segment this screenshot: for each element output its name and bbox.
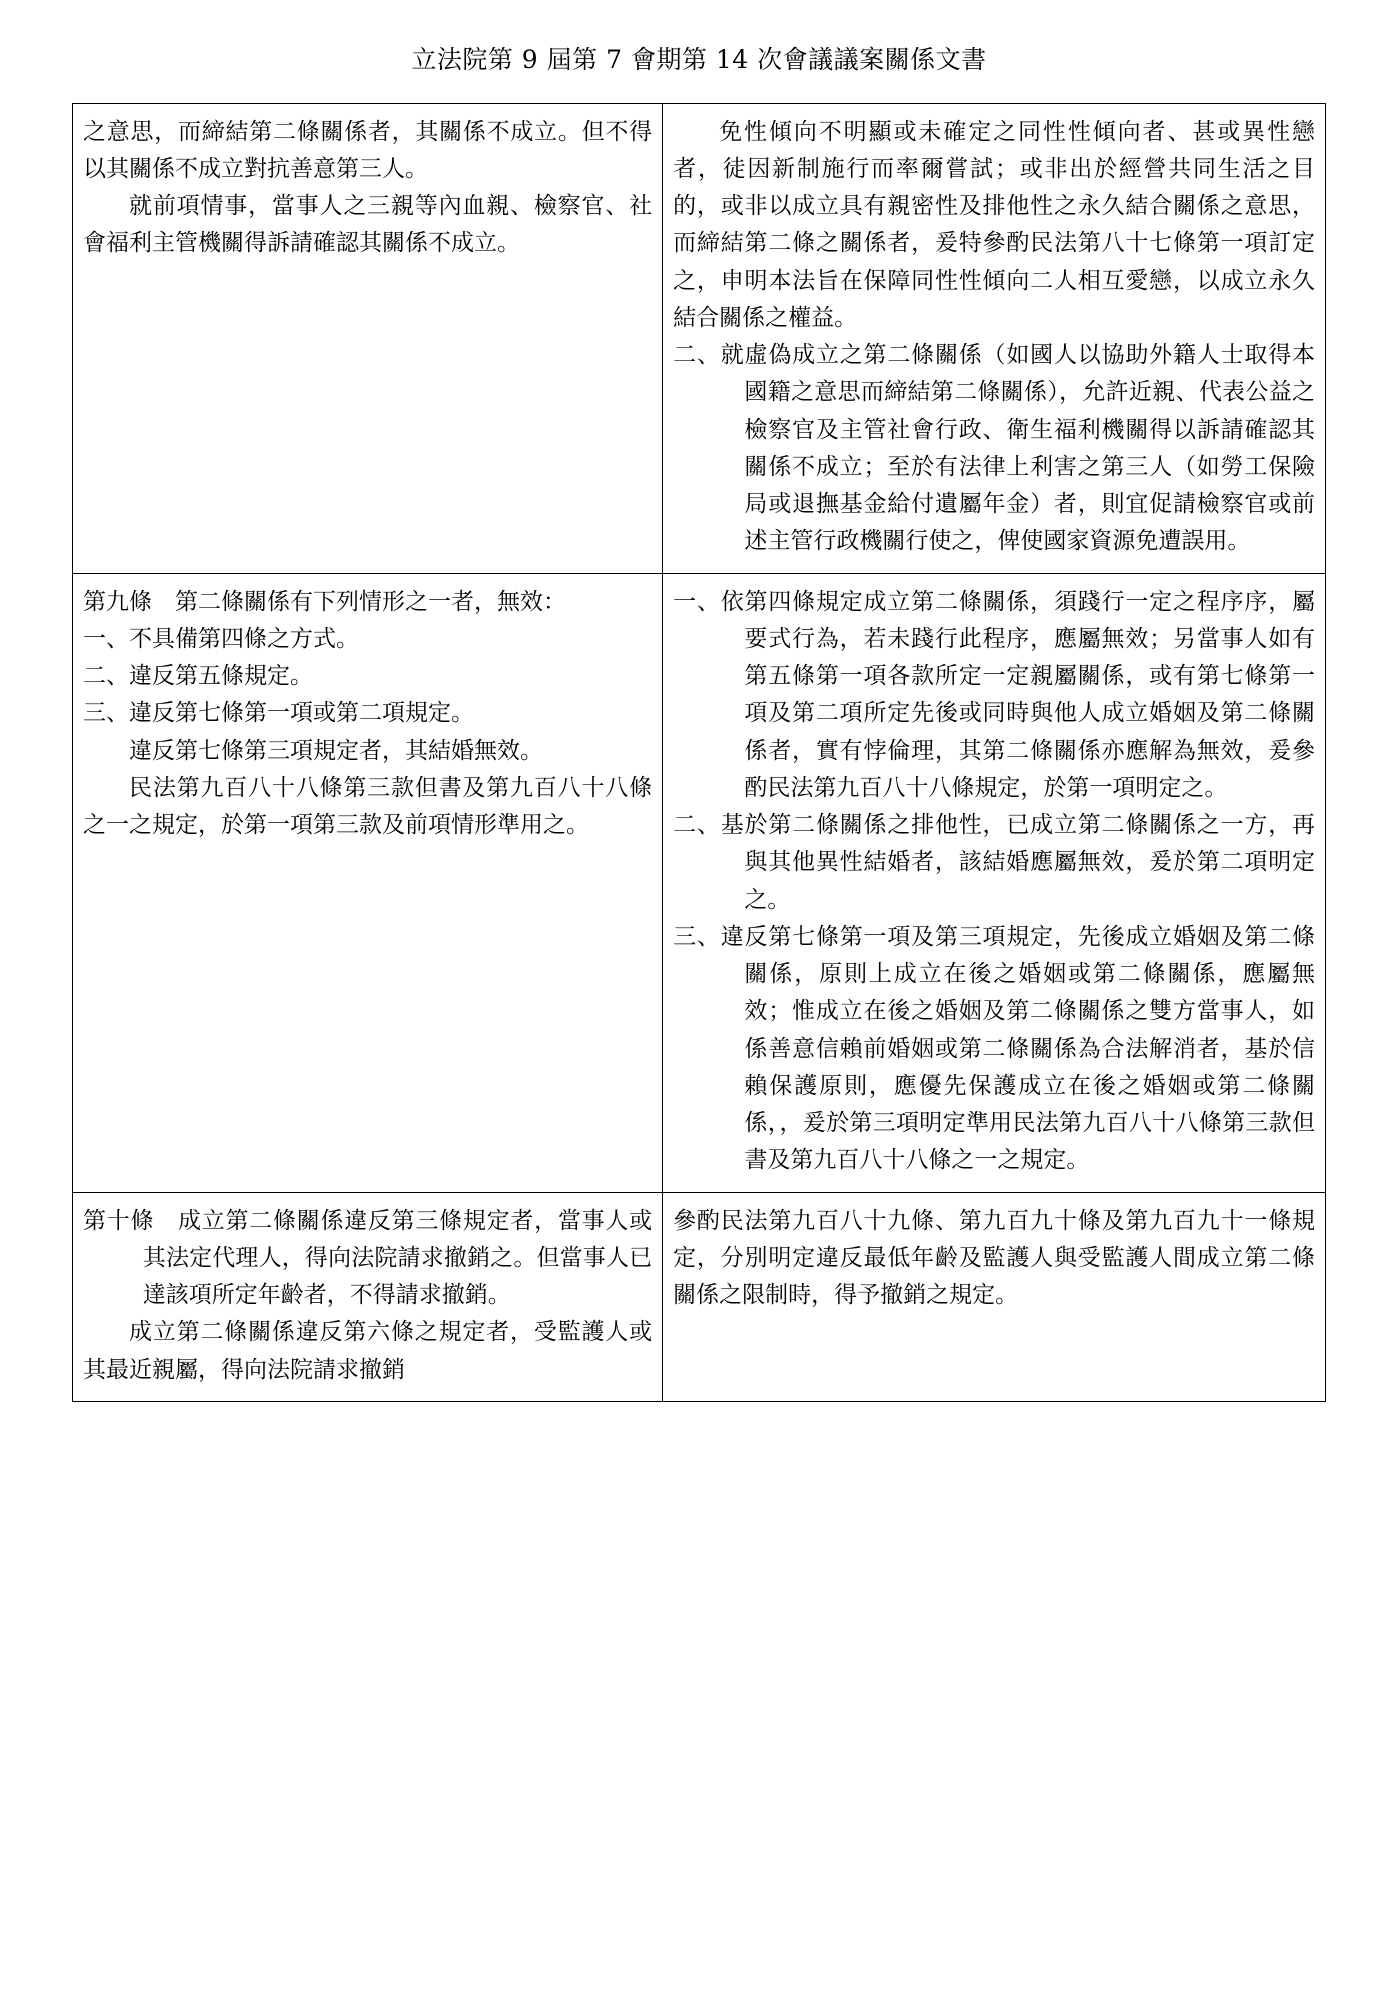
paragraph: 成立第二條關係違反第六條之規定者，受監護人或其最近親屬，得向法院請求撤銷 xyxy=(83,1319,653,1383)
explanation-cell xyxy=(663,573,1326,1192)
paragraph: 免性傾向不明顯或未確定之同性性傾向者、甚或異性戀者，徒因新制施行而率爾嘗試；或非出於經營共同生活之目的，或非以成立具有親密性及排他性之永久結合關係之意思，而締結第二條之關係者，爰特參酌民法第八十七條第一項訂定之，申明本法旨在保障同性性傾向二人相互愛戀，以成立永久結合關係之權益。 xyxy=(673,118,1315,331)
provision-cell xyxy=(73,103,663,573)
table-row xyxy=(73,1192,1326,1401)
paragraph: 民法第九百八十八條第三款但書及第九百八十八條之一之規定，於第一項第三款及前項情形準用之。 xyxy=(83,774,653,838)
paragraph: 第十條 成立第二條關係違反第三條規定者，當事人或其法定代理人，得向法院請求撤銷之。但當事人已達該項所定年齡者，不得請求撤銷。 xyxy=(83,1207,653,1308)
cell-text-block xyxy=(673,114,1315,561)
provision-cell xyxy=(73,573,663,1192)
table-row xyxy=(73,103,1326,573)
paragraph: 違反第七條第三項規定者，其結婚無效。 xyxy=(129,737,543,764)
paragraph: 二、違反第五條規定。 xyxy=(83,663,313,689)
paragraph: 第九條 第二條關係有下列情形之一者，無效： xyxy=(83,588,566,615)
explanation-cell xyxy=(663,1192,1326,1401)
paragraph: 二、基於第二條關係之排他性，已成立第二條關係之一方，再與其他異性結婚者，該結婚應屬無效，爰於第二項明定之。 xyxy=(673,812,1315,913)
page-title: 立法院第 9 屆第 7 會期第 14 次會議議案關係文書 xyxy=(411,45,987,74)
cell-text-block xyxy=(673,584,1315,1180)
paragraph: 一、不具備第四條之方式。 xyxy=(83,625,359,652)
paragraph: 參酌民法第九百八十九條、第九百九十條及第九百九十一條規定，分別明定違反最低年齡及監護人與受監護人間成立第二條關係之限制時，得予撤銷之規定。 xyxy=(673,1207,1315,1308)
table-body xyxy=(73,103,1326,1401)
cell-text-block xyxy=(83,584,652,845)
table-row xyxy=(73,573,1326,1192)
paragraph: 之意思，而締結第二條關係者，其關係不成立。但不得以其關係不成立對抗善意第三人。 xyxy=(83,118,653,182)
cell-text-block xyxy=(83,1203,652,1389)
cell-text-block xyxy=(83,114,652,263)
paragraph: 三、違反第七條第一項或第二項規定。 xyxy=(83,700,474,727)
paragraph: 一、依第四條規定成立第二條關係，須踐行一定之程序序，屬要式行為，若未踐行此程序，應屬無效；另當事人如有第五條第一項各款所定一定親屬關係，或有第七條第一項及第二項所定先後或同時與他人成立婚姻及第二條關係者，實有悖倫理，其第二條關係亦應解為無效，爰參酌民法第九百八十八條規定，於第一項明定之。 xyxy=(673,588,1315,801)
paragraph: 二、就虛偽成立之第二條關係（如國人以協助外籍人士取得本國籍之意思而締結第二條關係），允許近親、代表公益之檢察官及主管社會行政、衛生福利機關得以訴請確認其關係不成立；至於有法律上利害之第三人（如勞工保險局或退撫基金給付遺屬年金）者，則宜促請檢察官或前述主管行政機關行使之，俾使國家資源免遭誤用。 xyxy=(673,342,1315,555)
explanation-cell xyxy=(663,103,1326,573)
provision-cell xyxy=(73,1192,663,1401)
bill-comparison-table xyxy=(72,103,1326,1402)
cell-text-block xyxy=(673,1203,1315,1315)
paragraph: 就前項情事，當事人之三親等內血親、檢察官、社會福利主管機關得訴請確認其關係不成立。 xyxy=(83,193,653,257)
paragraph: 三、違反第七條第一項及第三項規定，先後成立婚姻及第二條關係，原則上成立在後之婚姻或第二條關係，應屬無效；惟成立在後之婚姻及第二條關係之雙方當事人，如係善意信賴前婚姻或第二條關係為合法解消者，基於信賴保護原則，應優先保護成立在後之婚姻或第二條關係，，爰於第三項明定準用民法第九百八十八條第三款但書及第九百八十八條之一之規定。 xyxy=(673,923,1315,1174)
